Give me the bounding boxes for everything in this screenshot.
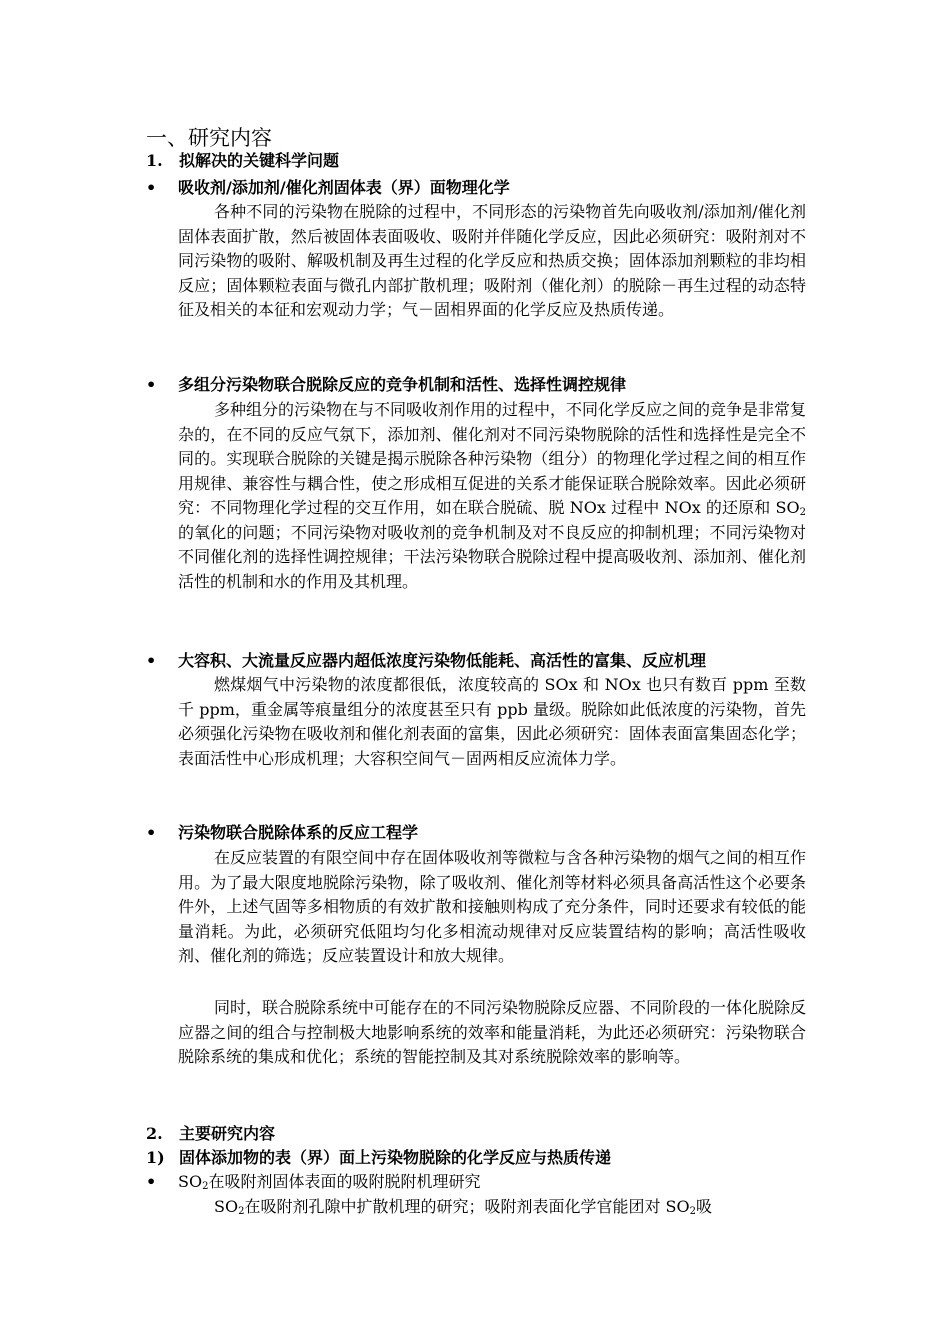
bullet-icon: •	[146, 178, 157, 197]
bullet-icon: •	[146, 375, 157, 394]
subscript: 2	[689, 1206, 696, 1217]
bullet-icon: •	[146, 823, 157, 842]
bullet-title: 吸收剂/添加剂/催化剂固体表（界）面物理化学	[178, 178, 510, 197]
text-post: 吸	[696, 1197, 713, 1216]
heading-number: 1.	[146, 151, 163, 170]
paragraph-text-b: 的氧化的问题；不同污染物对吸收剂的竞争机制及对不良反应的抑制机理；不同污染物对不同催化剂的选择性调控规律；干法污染物联合脱除过程中提高吸收剂、添加剂、催化剂活性的机制和水的作用及其机理。	[178, 522, 806, 591]
bullet-heading-so2-adsorption	[146, 1171, 480, 1193]
bullet-icon: •	[146, 651, 157, 670]
bullet-heading-enrichment	[146, 650, 706, 672]
section-title: 一、研究内容	[146, 126, 272, 150]
subheading-text: 固体添加物的表（界）面上污染物脱除的化学反应与热质传递	[179, 1148, 612, 1167]
bullet-heading-surface-chemistry	[146, 177, 510, 199]
text-pre: SO	[178, 1172, 203, 1191]
heading-text: 拟解决的关键科学问题	[179, 151, 340, 170]
paragraph-text-a: 多种组分的污染物在与不同吸收剂作用的过程中，不同化学反应之间的竞争是非常复杂的，在不同的反应气氛下，添加剂、催化剂对不同污染物脱除的活性和选择性是完全不同的。实现联合脱除的关键是揭示脱除各种污染物（组分）的物理化学过程之间的相互作用规律、兼容性与耦合性，使之形成相互促进的关系才能保证联合脱除效率。因此必须研究：不同物理化学过程的交互作用，如在联合脱硫、脱 NOx 过程中 NOx 的还原和 SO	[178, 400, 807, 517]
bullet-icon: •	[146, 1172, 157, 1191]
paragraph-reaction-engineering-1: 在反应装置的有限空间中存在固体吸收剂等微粒与含各种污染物的烟气之间的相互作用。为了最大限度地脱除污染物，除了吸收剂、催化剂等材料必须具备高活性这个必要条件外，上述气固等多相物质的有效扩散和接触则构成了充分条件，同时还要求有较低的能量消耗。为此，必须研究低阻均匀化多相流动规律对反应装置结构的影响；高活性吸收剂、催化剂的筛选；反应装置设计和放大规律。	[178, 848, 807, 965]
subheading-solid-additive	[146, 1147, 611, 1169]
paragraph-surface-chemistry: 各种不同的污染物在脱除的过程中，不同形态的污染物首先向吸收剂/添加剂/催化剂固体表面扩散，然后被固体表面吸收、吸附并伴随化学反应，因此必须研究：吸附剂对不同污染物的吸附、解吸机制及再生过程的化学反应和热质交换；固体添加剂颗粒的非均相反应；固体颗粒表面与微孔内部扩散机理；吸附剂（催化剂）的脱除－再生过程的动态特征及相关的本征和宏观动力学；气－固相界面的化学反应及热质传递。	[178, 202, 806, 319]
heading-number: 2.	[146, 1124, 163, 1143]
bullet-title: 多组分污染物联合脱除反应的竞争机制和活性、选择性调控规律	[178, 375, 627, 394]
paragraph-enrichment: 燃煤烟气中污染物的浓度都很低，浓度较高的 SOx 和 NOx 也只有数百 ppm 至数千 ppm，重金属等痕量组分的浓度甚至只有 ppb 量级。脱除如此低浓度的污染物，首先必须强化污染物在吸收剂和催化剂表面的富集，因此必须研究：固体表面富集固态化学；表面活性中心形成机理；大容积空间气－固两相反应流体力学。	[178, 675, 806, 768]
subscript: 2	[238, 1206, 245, 1217]
bullet-heading-reaction-engineering	[146, 822, 418, 844]
paragraph-so2-diffusion	[178, 1195, 806, 1220]
bullet-title	[178, 1172, 480, 1191]
bullet-title: 污染物联合脱除体系的反应工程学	[178, 823, 419, 842]
bullet-title: 大容积、大流量反应器内超低浓度污染物低能耗、高活性的富集、反应机理	[178, 651, 707, 670]
text-pre: SO	[214, 1197, 239, 1216]
text-mid: 在吸附剂孔隙中扩散机理的研究；吸附剂表面化学官能团对 SO	[244, 1197, 690, 1216]
subscript: 2	[202, 1181, 209, 1192]
text-post: 在吸附剂固体表面的吸附脱附机理研究	[208, 1172, 481, 1191]
bullet-heading-competition	[146, 374, 626, 396]
heading-text: 主要研究内容	[179, 1124, 276, 1143]
heading-main-content	[146, 1123, 275, 1145]
subscript: 2	[799, 507, 806, 518]
heading-key-problems	[146, 150, 339, 172]
subheading-number: 1)	[146, 1148, 165, 1167]
paragraph-reaction-engineering-2: 同时，联合脱除系统中可能存在的不同污染物脱除反应器、不同阶段的一体化脱除反应器之间的组合与控制极大地影响系统的效率和能量消耗，为此还必须研究：污染物联合脱除系统的集成和优化；系统的智能控制及其对系统脱除效率的影响等。	[178, 998, 807, 1066]
paragraph-competition	[178, 398, 806, 594]
